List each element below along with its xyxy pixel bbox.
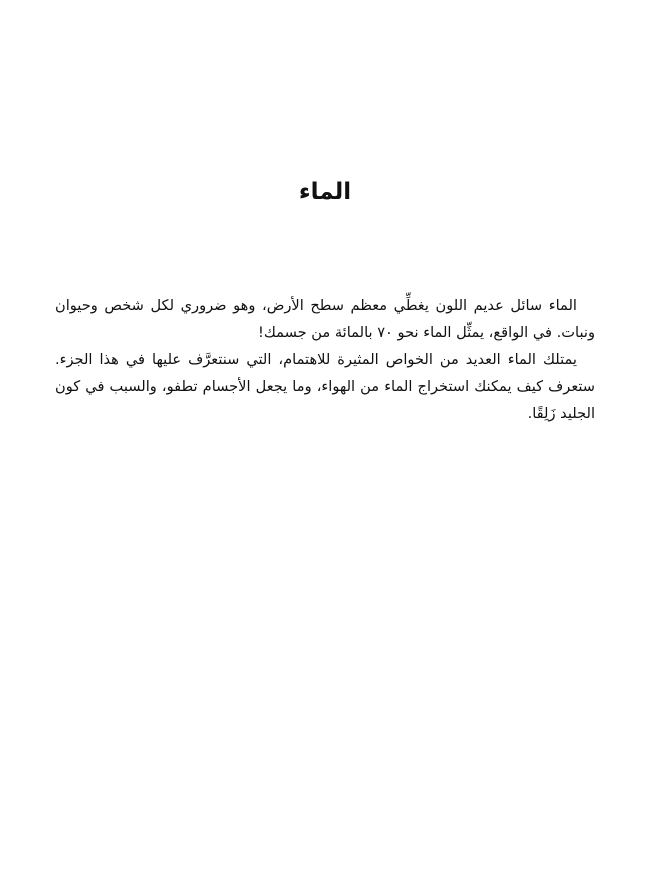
paragraph-2: يمتلك الماء العديد من الخواص المثيرة للاهتمام، التي سنتعرَّف عليها في هذا الجزء. ستعرف كيف يمكنك استخراج الماء من الهواء، وما يجعل الأجسام تطفو، والسبب في كون الجليد زَلِقًا. (55, 351, 595, 422)
body-text (55, 292, 595, 427)
paragraph-1: الماء سائل عديم اللون يغطِّي معظم سطح الأرض، وهو ضروري لكل شخص وحيوان ونبات. في الواقع، يمثِّل الماء نحو ٧٠ بالمائة من جسمك! (55, 297, 595, 341)
page-title: الماء (298, 179, 352, 205)
